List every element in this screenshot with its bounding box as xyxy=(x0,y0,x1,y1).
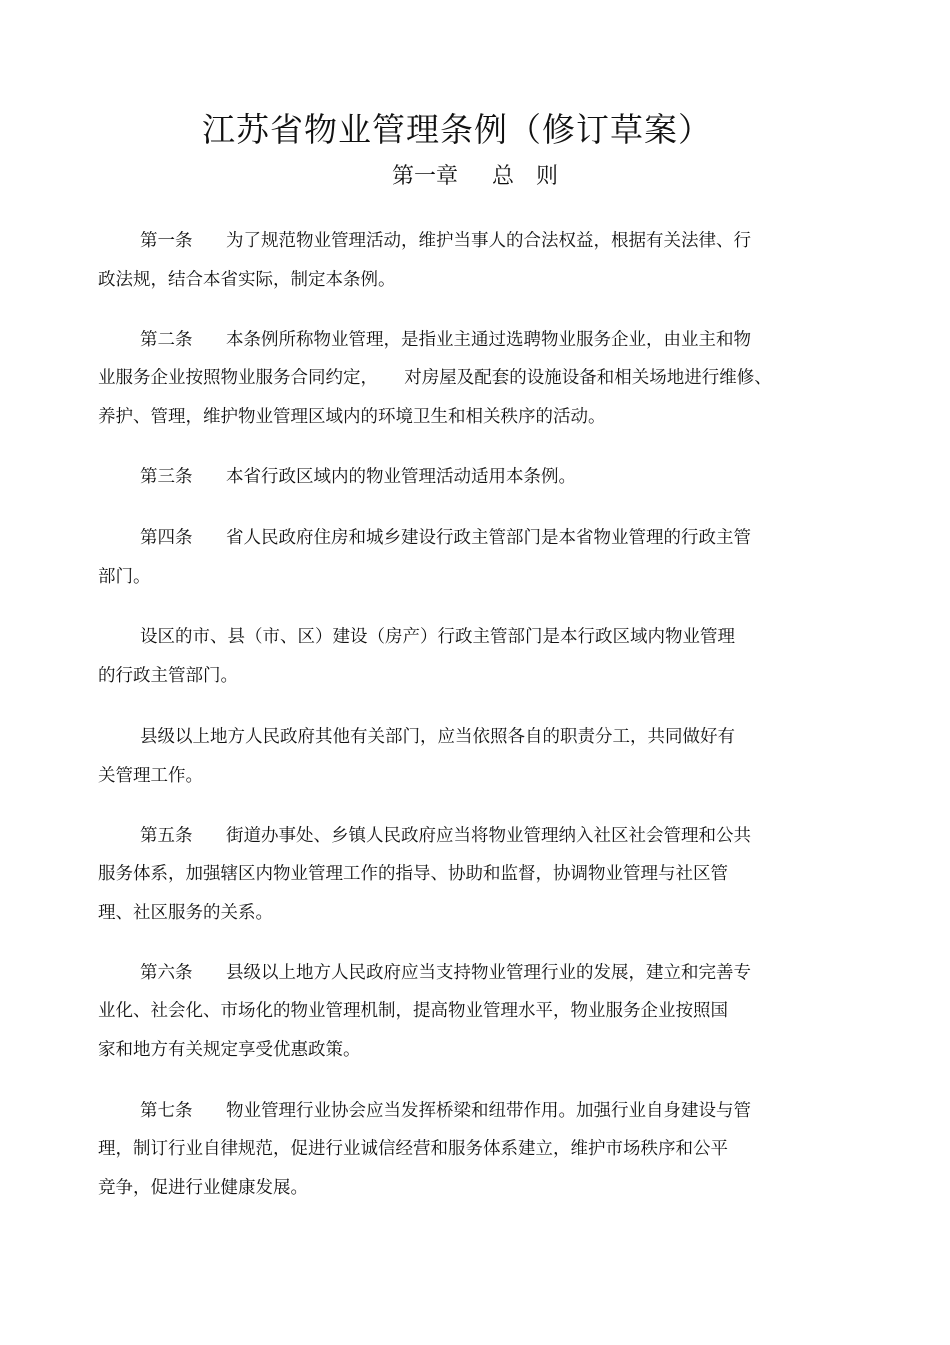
article-5-line-3: 理、社区服务的关系。 xyxy=(98,903,273,923)
chapter-name: 总 则 xyxy=(492,164,559,189)
chapter-heading xyxy=(0,160,950,194)
article-2-line-2: 业服务企业按照物业服务合同约定， 对房屋及配套的设施设备和相关场地进行维修、 xyxy=(98,368,772,388)
article-2-number: 第二条 xyxy=(140,330,193,350)
article-4-para-2-line-1: 设区的市、县（市、区）建设（房产）行政主管部门是本行政区域内物业管理 xyxy=(140,627,735,647)
article-3-line-1: 第三条 本省行政区域内的物业管理活动适用本条例。 xyxy=(140,467,576,487)
article-5-line-1: 第五条 街道办事处、乡镇人民政府应当将物业管理纳入社区社会管理和公共 xyxy=(140,826,751,846)
article-6-line-2: 业化、社会化、市场化的物业管理机制，提高物业管理水平，物业服务企业按照国 xyxy=(98,1001,728,1021)
article-6-number: 第六条 xyxy=(140,963,193,983)
article-4-para-2-line-2: 的行政主管部门。 xyxy=(98,666,238,686)
article-6-line-1: 第六条 县级以上地方人民政府应当支持物业管理行业的发展，建立和完善专 xyxy=(140,963,751,983)
article-7-line-2: 理，制订行业自律规范，促进行业诚信经营和服务体系建立，维护市场秩序和公平 xyxy=(98,1139,728,1159)
article-6-line-3: 家和地方有关规定享受优惠政策。 xyxy=(98,1040,361,1060)
article-2-line-1: 第二条 本条例所称物业管理，是指业主通过选聘物业服务企业，由业主和物 xyxy=(140,330,751,350)
article-7-line-1: 第七条 物业管理行业协会应当发挥桥梁和纽带作用。加强行业自身建设与管 xyxy=(140,1101,751,1121)
article-2-line-3: 养护、管理，维护物业管理区域内的环境卫生和相关秩序的活动。 xyxy=(98,407,606,427)
article-7-number: 第七条 xyxy=(140,1101,193,1121)
article-3-number: 第三条 xyxy=(140,467,193,487)
article-4-para-3-line-2: 关管理工作。 xyxy=(98,766,203,786)
article-5-line-2: 服务体系，加强辖区内物业管理工作的指导、协助和监督，协调物业管理与社区管 xyxy=(98,864,728,884)
article-4-line-2: 部门。 xyxy=(98,567,151,587)
article-4-line-1: 第四条 省人民政府住房和城乡建设行政主管部门是本省物业管理的行政主管 xyxy=(140,528,751,548)
article-4-number: 第四条 xyxy=(140,528,193,548)
chapter-number: 第一章 xyxy=(391,164,458,189)
article-5-number: 第五条 xyxy=(140,826,193,846)
article-1-line-1: 第一条 为了规范物业管理活动，维护当事人的合法权益，根据有关法律、行 xyxy=(140,231,751,251)
article-1-line-2: 政法规，结合本省实际，制定本条例。 xyxy=(98,270,396,290)
article-4-para-3-line-1: 县级以上地方人民政府其他有关部门，应当依照各自的职责分工，共同做好有 xyxy=(140,727,735,747)
document-title: 江苏省物业管理条例（修订草案） xyxy=(202,110,712,149)
article-7-line-3: 竞争，促进行业健康发展。 xyxy=(98,1178,308,1198)
article-1-number: 第一条 xyxy=(140,231,193,251)
